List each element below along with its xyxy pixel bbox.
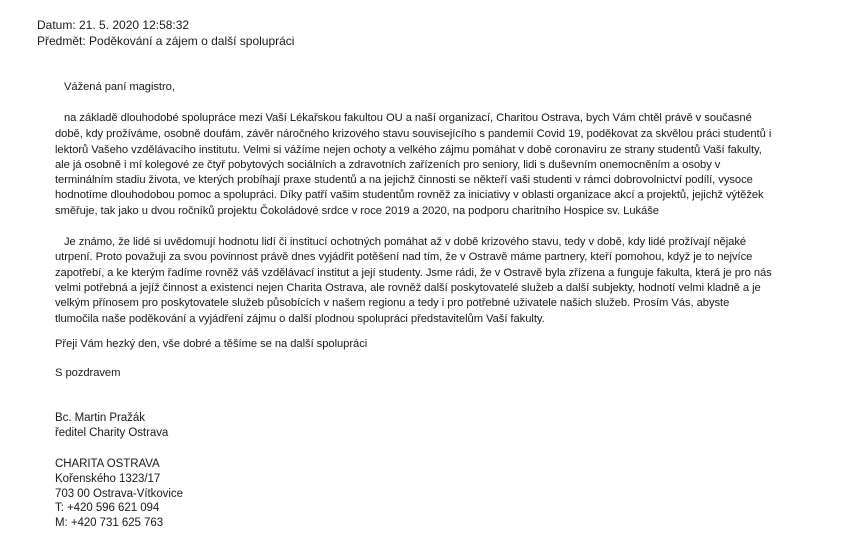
organization-city: 703 00 Ostrava-Vítkovice bbox=[55, 488, 183, 500]
organization-street: Kořenského 1323/17 bbox=[55, 473, 161, 485]
closing-wish: Přeji Vám hezký den, vše dobré a těšíme se na další spolupráci bbox=[55, 338, 368, 350]
paragraph1-line: ale já osobně i mí kolegové ze čtyř pobytových sociálních a zdravotních zařízeních pro seniory, lidi s duševním onemocněním a osoby v bbox=[55, 159, 721, 171]
organization-name: CHARITA OSTRAVA bbox=[55, 458, 160, 470]
subject-line: Předmět: Poděkování a zájem o další spolupráci bbox=[37, 34, 295, 48]
paragraph1-line: na základě dlouhodobé spolupráce mezi Vaší Lékařskou fakultou OU a naší organizací, Charitou Ostrava, bych Vám chtěl právě v současné bbox=[64, 112, 752, 124]
paragraph1-line: směřuje, tak jako u dvou ročníků projektu Čokoládové srdce v roce 2019 a 2020, na podporu charitního Hospice sv. Lukáše bbox=[55, 205, 659, 217]
paragraph1-line: hodnotíme dlouhodobou pomoc a spolupráci. Díky patří vašim studentům rovněž za iniciativy v oblasti organizace akcí a projektů, jejichž výtěžek bbox=[55, 189, 764, 201]
greeting: Vážená paní magistro, bbox=[64, 81, 175, 93]
organization-phone: T: +420 596 621 094 bbox=[55, 502, 160, 514]
date-line: Datum: 21. 5. 2020 12:58:32 bbox=[37, 18, 190, 32]
signature-title: ředitel Charity Ostrava bbox=[55, 427, 169, 439]
paragraph2-line: velmi potřebná a jejíž činnost a existenci nejen Charita Ostrava, ale rovněž další poskytovatelé služeb a další subjekty, hodnotí velmi kladně a je bbox=[55, 282, 761, 294]
paragraph2-line: tlumočila naše poděkování a vyjádření zájmu o další plodnou spolupráci představitelům Vaší fakulty. bbox=[55, 313, 545, 325]
email-header bbox=[37, 17, 294, 49]
paragraph1-line: době, kdy prožíváme, osobně doufám, závěr náročného krizového stavu souvisejícího s pandemií Covid 19, poděkovat za skvělou práci studentů i bbox=[55, 128, 772, 140]
paragraph2-line: zapotřebí, a ke kterým řadíme rovněž váš vzdělávací institut a její studenty. Jsme rádi, že v Ostravě byla zřízena a funguje fakulta, která je pro nás bbox=[55, 267, 772, 279]
closing: S pozdravem bbox=[55, 367, 121, 379]
paragraph2-line: utrpení. Proto považuji za svou povinnost právě dnes vyjádřit potěšení nad tím, že v Ostravě máme partnery, kteří pomohou, když je to nejvíce bbox=[55, 251, 753, 263]
organization-mobile: M: +420 731 625 763 bbox=[55, 517, 164, 529]
paragraph2-line: velkým přínosem pro poskytovatele služeb působících v našem regionu a tedy i pro potřebné uživatele našich služeb. Prosím Vás, abyste bbox=[55, 297, 730, 309]
paragraph1-line: terminálním stadiu života, ve kterých probíhají praxe studentů a na jejichž činnosti se někteří vaši studenti v rámci dobrovolnictví podílí, vysoce bbox=[55, 174, 753, 186]
paragraph2-line: Je známo, že lidé si uvědomují hodnotu lidí či institucí ochotných pomáhat až v době krizového stavu, tedy v době, kdy lidé prožívají nějaké bbox=[64, 236, 747, 248]
signature-name: Bc. Martin Pražák bbox=[55, 412, 145, 424]
paragraph1-line: lektorů Vašeho vzdělávacího institutu. Velmi si vážíme nejen ochoty a velkého zájmu pomáhat v době coronaviru ze strany studentů Vaší fakulty, bbox=[55, 144, 762, 156]
